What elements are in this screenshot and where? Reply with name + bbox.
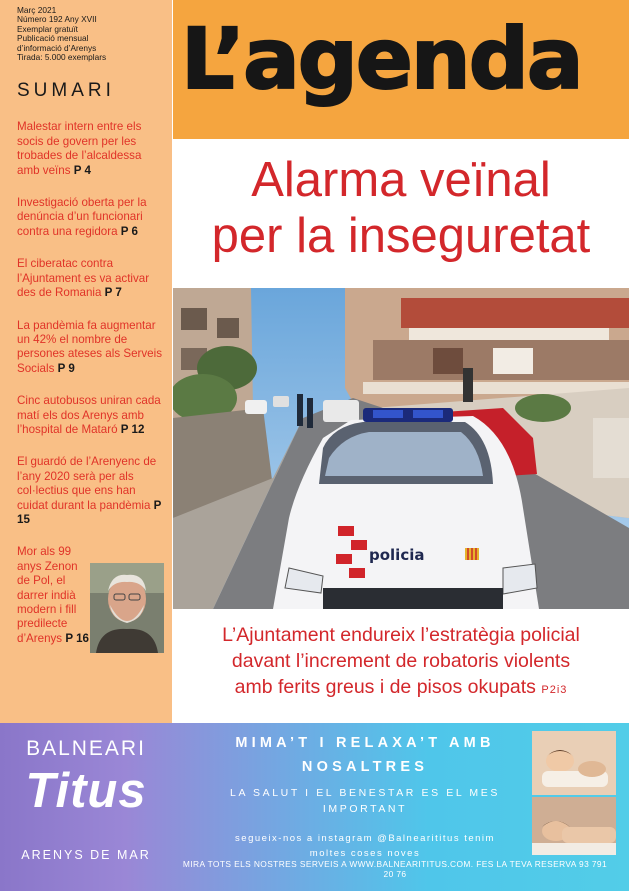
sumari-item[interactable] — [17, 257, 164, 300]
portrait-photo — [90, 563, 164, 653]
sumari-item-text: Investigació oberta per la denúncia d’un funcionari contra una regidora — [17, 196, 147, 238]
sumari-item-text: Cinc autobusos uniran cada matí els dos Arenys amb l’hospital de Mataró — [17, 394, 161, 436]
issue-number: Número 192 Any XVII — [17, 14, 97, 25]
sumari-item-page: P 7 — [104, 286, 122, 300]
sumari-item[interactable] — [17, 319, 164, 377]
sumari-item-text: El guardó de l’Arenyenc de l’any 2020 serà per als col·lectius que ens han cuidat durant la pandèmia — [17, 455, 157, 512]
subheadline — [173, 622, 629, 703]
sumari-item[interactable] — [17, 455, 164, 527]
main-headline — [173, 152, 629, 264]
ad-text — [200, 731, 530, 861]
ad-instagram-line: moltes coses noves — [309, 848, 421, 859]
publication-info: d’informació d’Arenys — [17, 42, 97, 53]
headline-line: Alarma veïnal — [251, 153, 551, 207]
sumari-item-line: anys Zenon — [17, 559, 78, 573]
subhead-line: L’Ajuntament endureix l’estratègia policial — [222, 624, 580, 646]
sumari-item-line: modern i fill — [17, 603, 77, 616]
sumari-item-page: P 6 — [120, 224, 138, 238]
sumari-item[interactable] — [17, 196, 164, 239]
ad-brand — [0, 723, 172, 891]
sumari-item-text: Malestar intern entre els socis de govern per les trobades de l’alcaldessa amb veïns — [17, 120, 142, 177]
subhead-line: davant l’increment de robatoris violents — [231, 650, 571, 672]
sumari-item[interactable] — [17, 394, 164, 437]
publication-type: Publicació mensual — [17, 33, 89, 44]
agenda-logo[interactable] — [179, 8, 623, 113]
ad-slogan-line: NOSALTRES — [301, 759, 429, 775]
sumari-item-text: El ciberatac contra l’Ajuntament es va activar des de Romania — [17, 257, 150, 300]
policia-label: policia — [369, 546, 425, 564]
ad-slogan-line: MIMA’T I RELAXA’T AMB — [235, 735, 495, 751]
sumari-item-page: P 9 — [57, 361, 75, 375]
sumari-item-text: La pandèmia fa augmentar un 42% el nombre de persones ateses als Serveis Socials — [17, 318, 162, 375]
print-run: Tirada: 5.000 exemplars — [17, 52, 107, 63]
sumari-item-line: predilecte — [17, 617, 68, 631]
sumari-item-line: Mor als 99 — [17, 545, 72, 559]
masthead-info — [17, 6, 164, 62]
sumari-item[interactable] — [17, 120, 164, 178]
ad-brand-top: BALNEARI — [26, 737, 146, 760]
sumari-item-line: d’Arenys — [17, 631, 63, 645]
sumari-item-line: de Pol, el — [17, 574, 66, 588]
sumari-title: SUMARI — [17, 80, 115, 102]
ad-massage-photo — [532, 797, 616, 855]
sumari-item[interactable] — [17, 545, 87, 646]
subhead-page-ref: P2i3 — [541, 684, 568, 696]
free-copy: Exemplar gratuït — [17, 23, 78, 34]
sumari-item-page: P 4 — [73, 163, 91, 177]
logo-text: L’agenda — [181, 10, 582, 108]
ad-spa-photo — [532, 731, 616, 795]
ad-brand-place: ARENYS DE MAR — [21, 848, 151, 862]
sumari-item-line: darrer indià — [17, 588, 76, 602]
ad-instagram-line: segueix-nos a instagram @Balnearititus tenim — [235, 833, 495, 844]
balneari-ad[interactable] — [0, 723, 629, 891]
masthead — [173, 0, 629, 139]
main-photo — [173, 288, 629, 609]
ad-website[interactable]: MIRA TOTS ELS NOSTRES SERVEIS A WWW.BALNEARITITUS.COM. FES LA TEVA RESERVA 93 791 20 76 — [182, 859, 608, 879]
headline-line: per la inseguretat — [211, 209, 591, 263]
ad-brand-name: Titus — [25, 764, 147, 818]
sumari-item-page: P 16 — [65, 631, 89, 645]
sumari-item-page: P 15 — [17, 498, 162, 526]
ad-claim-line: IMPORTANT — [322, 803, 408, 815]
issue-date: Març 2021 — [17, 5, 57, 15]
sumari-item-page: P 12 — [120, 422, 145, 436]
subhead-line: amb ferits greus i de pisos okupats — [234, 676, 536, 698]
ad-claim-line: LA SALUT I EL BENESTAR ES EL MES — [230, 787, 500, 799]
